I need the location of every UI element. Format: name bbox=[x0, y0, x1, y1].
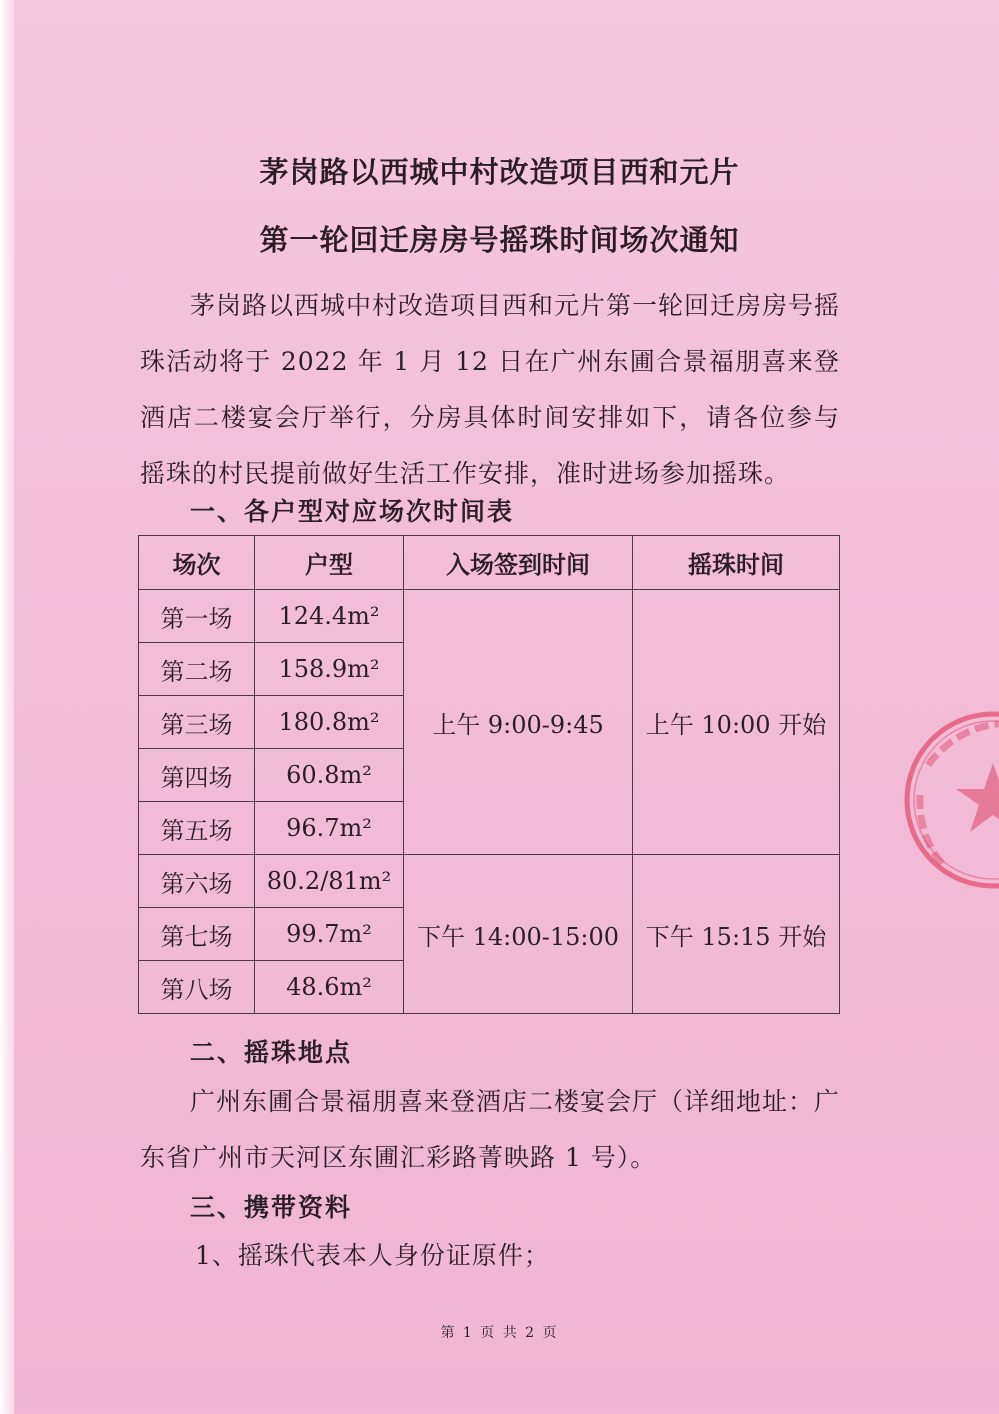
session-cell: 第二场 bbox=[139, 643, 255, 696]
schedule-table bbox=[138, 535, 840, 1014]
table-header-row bbox=[139, 536, 840, 590]
unit-type-cell: 180.8m² bbox=[255, 696, 404, 749]
unit-type-cell: 96.7m² bbox=[255, 802, 404, 855]
header-unit-type: 户型 bbox=[255, 536, 404, 590]
unit-type-cell: 48.6m² bbox=[255, 961, 404, 1014]
session-cell: 第五场 bbox=[139, 802, 255, 855]
header-checkin-time: 入场签到时间 bbox=[404, 536, 633, 590]
unit-type-cell: 99.7m² bbox=[255, 908, 404, 961]
unit-type-cell: 80.2/81m² bbox=[255, 855, 404, 908]
header-draw-time: 摇珠时间 bbox=[633, 536, 840, 590]
table-row bbox=[139, 855, 840, 908]
unit-type-cell: 158.9m² bbox=[255, 643, 404, 696]
page-edge bbox=[0, 0, 14, 1414]
table-row bbox=[139, 590, 840, 643]
document-title-line1: 茅岗路以西城中村改造项目西和元片 bbox=[259, 155, 740, 189]
official-seal-stamp bbox=[898, 705, 999, 895]
materials-item-1: 1、摇珠代表本人身份证原件； bbox=[195, 1241, 550, 1270]
unit-type-cell: 60.8m² bbox=[255, 749, 404, 802]
afternoon-checkin-cell: 下午 14:00-15:00 bbox=[404, 855, 633, 1014]
intro-paragraph: 茅岗路以西城中村改造项目西和元片第一轮回迁房房号摇珠活动将于 2022 年 1 月 12 日在广州东圃合景福朋喜来登酒店二楼宴会厅举行，分房具体时间安排如下，请各位参与摇珠的村民提前做好生活工作安排，准时进场参加摇珠。 bbox=[140, 291, 841, 488]
morning-checkin-cell: 上午 9:00-9:45 bbox=[404, 590, 633, 855]
session-cell: 第六场 bbox=[139, 855, 255, 908]
section3-heading: 三、携带资料 bbox=[190, 1193, 353, 1222]
session-cell: 第一场 bbox=[139, 590, 255, 643]
section1-heading: 一、各户型对应场次时间表 bbox=[190, 497, 515, 526]
session-cell: 第七场 bbox=[139, 908, 255, 961]
unit-type-cell: 124.4m² bbox=[255, 590, 404, 643]
session-cell: 第四场 bbox=[139, 749, 255, 802]
afternoon-draw-cell: 下午 15:15 开始 bbox=[633, 855, 840, 1014]
session-cell: 第八场 bbox=[139, 961, 255, 1014]
morning-draw-cell: 上午 10:00 开始 bbox=[633, 590, 840, 855]
page-footer: 第 1 页 共 2 页 bbox=[440, 1325, 559, 1341]
section2-heading: 二、摇珠地点 bbox=[190, 1038, 353, 1067]
header-session: 场次 bbox=[139, 536, 255, 590]
document-title-line2: 第一轮回迁房房号摇珠时间场次通知 bbox=[259, 223, 740, 257]
session-cell: 第三场 bbox=[139, 696, 255, 749]
location-paragraph: 广州东圃合景福朋喜来登酒店二楼宴会厅（详细地址：广东省广州市天河区东圃汇彩路菁映路 1 号）。 bbox=[140, 1087, 841, 1172]
